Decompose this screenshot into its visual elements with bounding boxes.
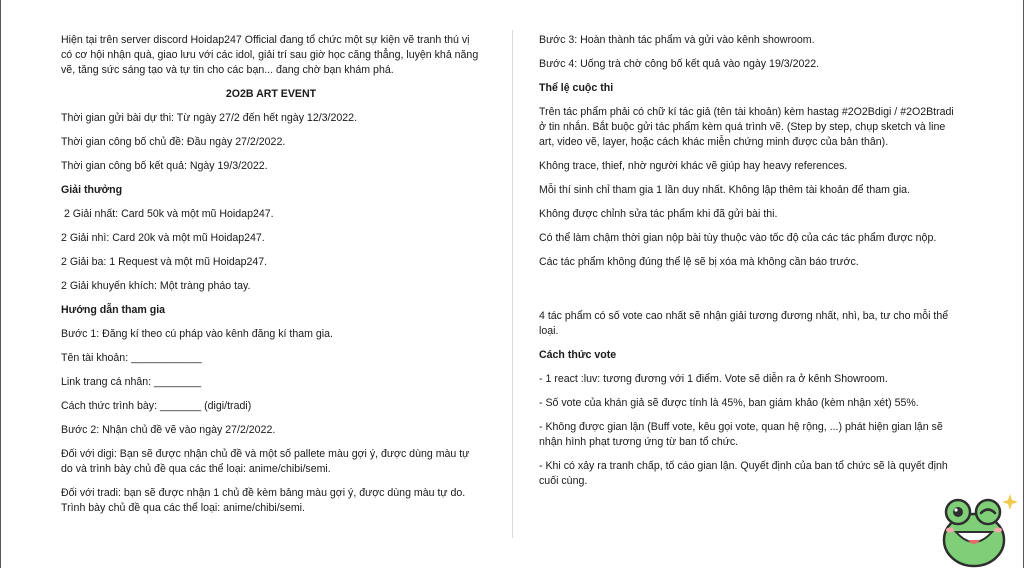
digi-description: Đối với digi: Bạn sẽ được nhận chủ đề và một số pallete màu gợi ý, được dùng màu tự do và trình bày chủ đề qua các thể loại: anime/chibi/semi. [61, 448, 470, 475]
step-4: Bước 4: Uống trà chờ công bố kết quả vào ngày 19/3/2022. [539, 58, 820, 70]
tradi-description: Đối với tradi: bạn sẽ được nhận 1 chủ đề kèm bảng màu gợi ý, được dùng màu tự do. Trình bày chủ đề qua các thể loại: anime/chibi/semi. [61, 487, 466, 514]
intro-paragraph: Hiện tại trên server discord Hoidap247 Official đang tổ chức một sự kiện vẽ tranh thú vị có cơ hội nhận quà, giao lưu với các idol, giải trí sau giờ học căng thẳng, luyện khả năng vẽ, tăng sức sáng tạo và tự tin cho các bạn... đang chờ bạn khám phá. [61, 34, 479, 76]
prize-item: 2 Giải khuyến khích: Một tràng pháo tay. [61, 280, 251, 292]
prize-item: 2 Giải nhất: Card 50k và một mũ Hoidap247. [61, 208, 274, 220]
left-column [61, 33, 481, 525]
step-1: Bước 1: Đăng kí theo cú pháp vào kênh đăng kí tham gia. [61, 328, 333, 340]
step-2: Bước 2: Nhận chủ đề vẽ vào ngày 27/2/2022. [61, 424, 276, 436]
frog-eye-highlight-icon [954, 508, 957, 511]
spacer [539, 279, 962, 309]
rule-item: Mỗi thí sinh chỉ tham gia 1 lần duy nhất. Không lập thêm tài khoản để tham gia. [539, 184, 911, 196]
rule-item: Không được chỉnh sửa tác phẩm khi đã gửi bài thi. [539, 208, 778, 220]
topic-time: Thời gian công bố chủ đề: Đầu ngày 27/2/2022. [61, 136, 286, 148]
prize-item: 2 Giải nhì: Card 20k và một mũ Hoidap247. [61, 232, 265, 244]
rule-item: Trên tác phẩm phải có chữ kí tác giả (tên tài khoản) kèm hastag #2O2Bdigi / #2O2Btradi ở tin nhắn. Bắt buộc gửi tác phẩm kèm quá trình vẽ. (Step by step, chụp sketch và line art, video vẽ, layer, hoặc cách khác miễn chứng minh được của bản thân). [539, 106, 954, 148]
result-time: Thời gian công bố kết quả: Ngày 19/3/2022. [61, 160, 268, 172]
top-votes-note: 4 tác phẩm có số vote cao nhất sẽ nhận giải tương đương nhất, nhì, ba, tư cho mỗi thể loại. [539, 310, 949, 337]
step-3: Bước 3: Hoàn thành tác phẩm và gửi vào kênh showroom. [539, 34, 815, 46]
rules-heading: Thể lệ cuộc thi [539, 82, 614, 94]
submit-time: Thời gian gửi bài dự thi: Từ ngày 27/2 đến hết ngày 12/3/2022. [61, 112, 358, 124]
right-column [539, 33, 962, 498]
page-edge-left [0, 0, 1, 568]
profile-link-field: Link trang cá nhân: ________ [61, 376, 202, 388]
vote-item: - Khi có xảy ra tranh chấp, tố cáo gian lận. Quyết định của ban tổ chức sẽ là quyết định cuối cùng. [539, 460, 948, 487]
sparkle-icon [1002, 494, 1018, 510]
vote-item: - Số vote của khán giả sẽ được tính là 45%, ban giám khảo (kèm nhận xét) 55%. [539, 397, 919, 409]
vote-item: - Không được gian lận (Buff vote, kêu gọi vote, quan hệ rộng, ...) phát hiện gian lận sẽ nhận hình phạt tương ứng từ ban tổ chức. [539, 421, 943, 448]
rule-item: Các tác phẩm không đúng thể lệ sẽ bị xóa mà không cần báo trước. [539, 256, 859, 268]
guide-heading: Hướng dẫn tham gia [61, 304, 166, 316]
prizes-heading: Giải thưởng [61, 184, 123, 196]
frog-left-eye-icon [953, 507, 963, 517]
frog-right-blush-icon [994, 528, 1002, 533]
frog-sticker [938, 492, 1022, 568]
prize-item: 2 Giải ba: 1 Request và một mũ Hoidap247. [61, 256, 268, 268]
rule-item: Không trace, thief, nhờ người khác vẽ giúp hay heavy references. [539, 160, 848, 172]
vote-item: - 1 react :luv: tương đương với 1 điểm. Vote sẽ diễn ra ở kênh Showroom. [539, 373, 888, 385]
frog-left-blush-icon [946, 528, 954, 533]
event-title: 2O2B ART EVENT [225, 88, 317, 100]
style-field: Cách thức trình bày: _______ (digi/tradi) [61, 400, 252, 412]
account-name-field: Tên tài khoản: ____________ [61, 352, 202, 364]
column-divider [512, 30, 513, 538]
rule-item: Có thể làm chậm thời gian nộp bài tùy thuộc vào tốc độ của các tác phẩm được nộp. [539, 232, 937, 244]
vote-heading: Cách thức vote [539, 349, 617, 361]
